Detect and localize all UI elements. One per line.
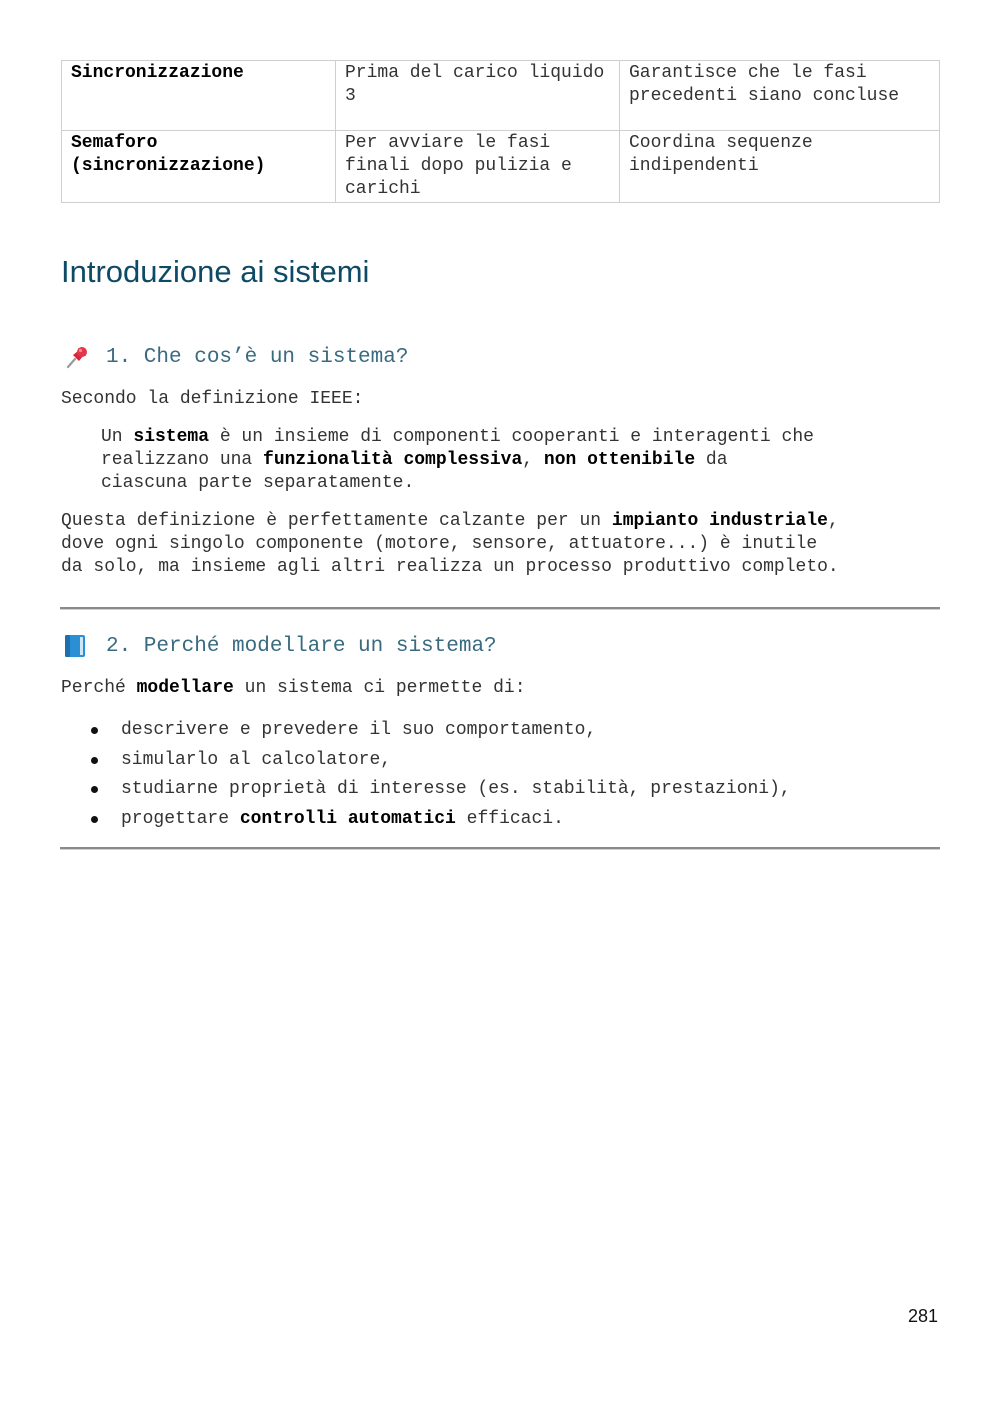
section1-heading-text: 1. Che cos’è un sistema? [106,345,409,369]
page-number: 281 [907,1306,938,1326]
pushpin-icon [64,344,90,370]
section1-intro: Secondo la definizione IEEE: [61,389,364,409]
ieee-definition-quote: Un sistema è un insieme di componenti cooperanti e interagenti che realizzano una funzionalità complessiva, non ottenibile da ciascuna parte separatamente. [101,427,814,493]
divider [60,607,940,610]
list-item: studiarne proprietà di interesse (es. stabilità, prestazioni), [61,775,791,805]
section2-intro: Perché modellare un sistema ci permette di: [61,678,526,698]
cell-when: Prima del carico liquido 3 [336,61,620,131]
table-row [62,131,940,203]
list-item: simularlo al calcolatore, [61,746,791,776]
section2-heading [64,634,497,658]
cell-purpose: Garantisce che le fasi precedenti siano concluse [620,61,940,131]
table-row [62,61,940,131]
cell-name: Semaforo (sincronizzazione) [62,131,336,203]
list-item: progettare controlli automatici efficaci. [61,805,791,835]
list-item: descrivere e prevedere il suo comportamento, [61,716,791,746]
cell-name: Sincronizzazione [62,61,336,131]
page-title: Introduzione ai sistemi [61,254,370,289]
cell-when: Per avviare le fasi finali dopo pulizia e carichi [336,131,620,203]
benefits-list [61,716,791,834]
section1-heading [64,344,408,370]
divider [60,847,940,850]
table-container [61,60,939,203]
cell-purpose: Coordina sequenze indipendenti [620,131,940,203]
section1-paragraph: Questa definizione è perfettamente calzante per un impianto industriale, dove ogni singolo componente (motore, sensore, attuatore...) è inutile da solo, ma insieme agli altri realizza un processo produttivo completo. [61,511,839,577]
sync-table [61,60,940,203]
section2-heading-text: 2. Perché modellare un sistema? [106,634,497,658]
blue-book-icon [64,634,86,658]
